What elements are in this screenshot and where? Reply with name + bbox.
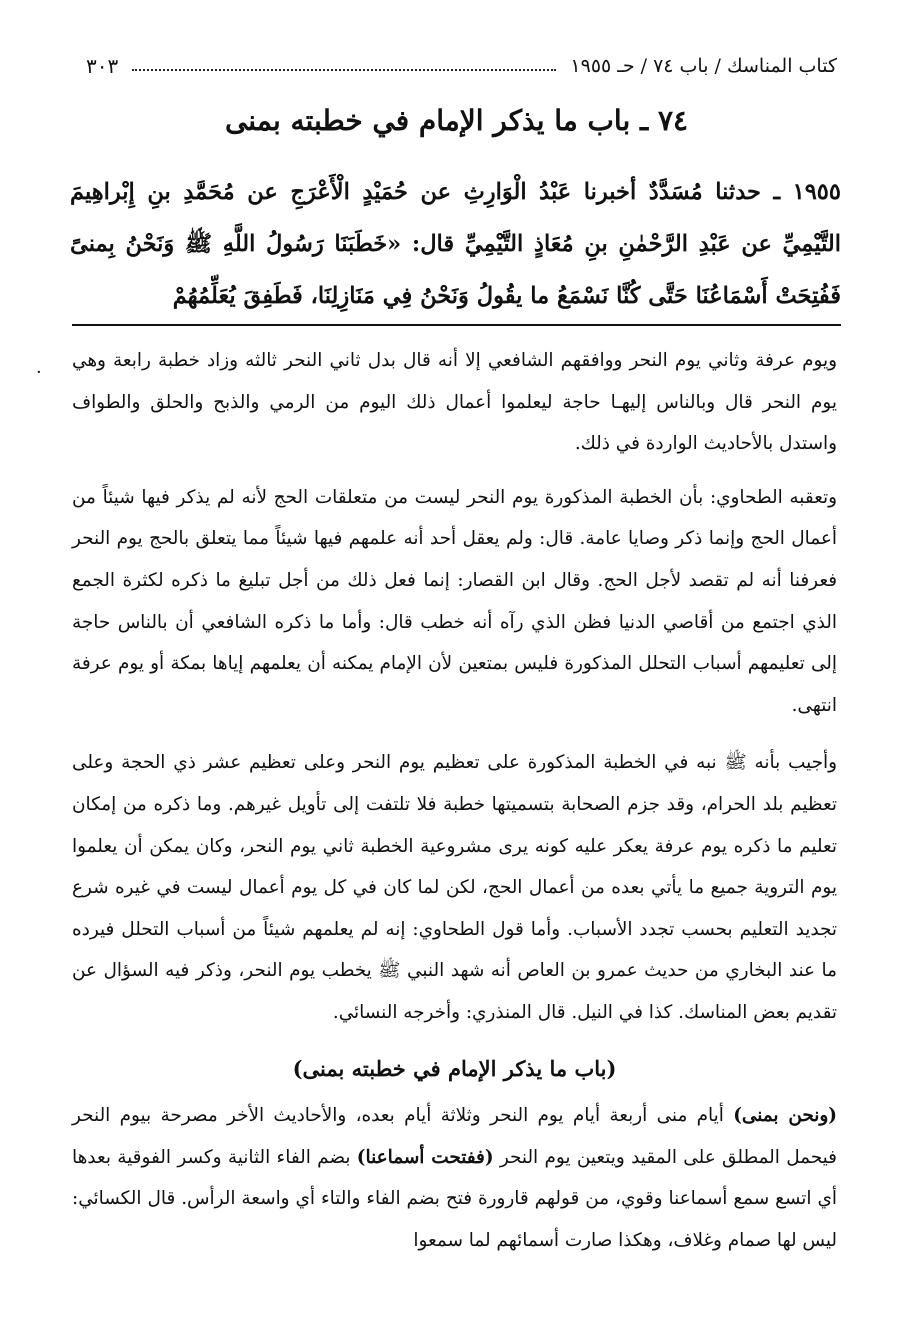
hadith-number: ١٩٥٥ ـ	[773, 179, 841, 205]
lemma-2: (ففتحت أسماعنا)	[356, 1146, 494, 1168]
page-number: ٣٠٣	[86, 54, 119, 78]
commentary-paragraph-1: ويوم عرفة وثاني يوم النحر ووافقهم الشافعي إلا أنه قال بدل ثاني النحر ثالثه وزاد خطبة رابعة وهي يوم النحر قال وبالناس إليهـا حاجة ليعلموا أعمال ذلك اليوم من الرمي والذبح والحلق والطواف واستدل بالأحاديث الواردة في ذلك.	[72, 350, 837, 455]
page-header	[86, 48, 837, 84]
commentary	[72, 340, 837, 1261]
commentary-subtitle: (باب ما يذكر الإمام في خطبته بمنى)	[292, 1055, 617, 1081]
chapter-title: ٧٤ ـ باب ما يذكر الإمام في خطبته بمنى	[224, 104, 689, 137]
dotted-leader	[132, 69, 556, 71]
paragraph-4-text-2: بضم الفاء الثانية وكسر الفوقية بعدها أي اتسع سمع أسماعنا وقوي، من قولهم قارورة فتح بضم الفاء والتاء أي واسعة الرأس. قال الكسائي: ليس لها صمام وغلاف، وهكذا صارت أسمائهم لما سمعوا	[72, 1146, 837, 1251]
commentary-paragraph-4	[72, 1095, 837, 1261]
hadith-text	[70, 166, 841, 322]
margin-dot: ·	[36, 362, 42, 383]
paragraph-4-text-1: أيام منى أربعة أيام يوم النحر وثلاثة أيام بعده، والأحاديث الأخر مصرحة بيوم النحر فيحمل المطلق على المقيد ويتعين يوم النحر	[72, 1105, 837, 1168]
lemma-1: (ونحن بمنى)	[733, 1105, 837, 1127]
running-title: كتاب المناسك / باب ٧٤ / حـ ١٩٥٥	[570, 55, 837, 77]
separator-rule	[72, 324, 841, 326]
commentary-paragraph-3: وأجيب بأنه ﷺ نبه في الخطبة المذكورة على تعظيم يوم النحر وعلى تعظيم عشر ذي الحجة وعلى تعظيم بلد الحرام، وقد جزم الصحابة بتسميتها خطبة فلا تلتفت إلى تأويل غيرهم. وما ذكره من إمكان تعليم ما ذكره يوم عرفة يعكر عليه كونه يرى مشروعية الخطبة ثاني يوم النحر، وكان يمكن أن يعلموا يوم التروية جميع ما يأتي بعده من أعمال الحج، لكن لما كان في كل يوم أعمال ليست في غيره شرع تجديد التعليم بحسب تجدد الأسباب. وأما قول الطحاوي: إنه لم يعلمهم شيئاً من أسباب التحلل فيرده ما عند البخاري من حديث عمرو بن العاص أنه شهد النبي ﷺ يخطب يوم النحر، وذكر فيه السؤال عن تقديم بعض المناسك. كذا في النيل. قال المنذري: وأخرجه النسائي.	[72, 752, 837, 1023]
hadith-body: حدثنا مُسَدَّدٌ أخبرنا عَبْدُ الْوَارِثِ عن حُمَيْدٍ الْأَعْرَجِ عن مُحَمَّدِ بنِ إِبْراهِيمَ التَّيْمِيِّ عن عَبْدِ الرَّحْمٰنِ بنِ مُعَاذٍ التَّيْمِيِّ قال: «خَطَبَنَا رَسُولُ اللَّهِ ﷺ وَنَحْنُ بِمنىً فَفُتِحَتْ أَسْمَاعُنَا حَتَّى كُنَّا نَسْمَعُ ما يقُولُ وَنَحْنُ فِي مَنَازِلِنَا، فَطَفِقَ يُعَلِّمُهُمْ	[70, 179, 841, 309]
commentary-paragraph-2: وتعقبه الطحاوي: بأن الخطبة المذكورة يوم النحر ليست من متعلقات الحج لأنه لم يذكر فيها شيئاً من أعمال الحج وإنما ذكر وصايا عامة. قال: ولم يعقل أحد أنه علمهم فيها شيئاً مما يتعلق بالحج يوم النحر فعرفنا أنه لم تقصد لأجل الحج. وقال ابن القصار: إنما فعل ذلك من أجل تبليغ ما ذكره لكثرة الجمع الذي اجتمع من أقاصي الدنيا فظن الذي رآه أنه خطب قال: وأما ما ذكره الشافعي أن بالناس حاجة إلى تعليمهم أسباب التحلل المذكورة فليس بمتعين لأن الإمام يمكنه أن يعلمهم إياها بمكة أو يوم عرفة انتهى.	[72, 486, 837, 716]
